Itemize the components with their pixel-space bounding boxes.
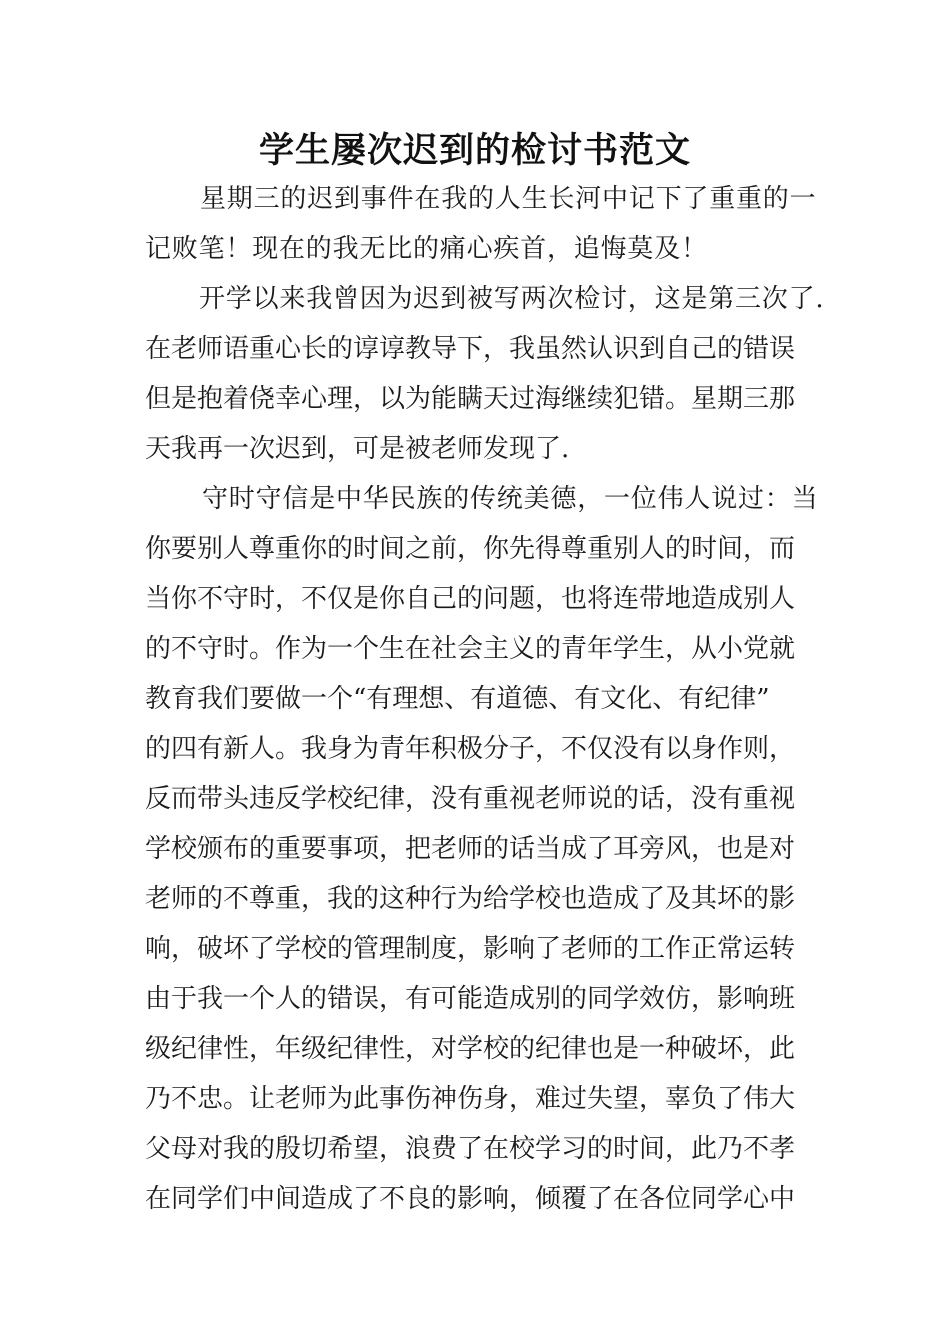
text-line: 父母对我的殷切希望，浪费了在校学习的时间，此乃不孝 <box>145 1134 796 1164</box>
text-line: 反而带头违反学校纪律，没有重视老师说的话，没有重视 <box>145 784 796 814</box>
text-line: 响，破坏了学校的管理制度，影响了老师的工作正常运转 <box>145 934 796 964</box>
text-line: 你要别人尊重你的时间之前，你先得尊重别人的时间，而 <box>145 534 796 564</box>
text-line: 但是抱着侥幸心理，以为能瞒天过海继续犯错。星期三那 <box>145 384 796 414</box>
text-line: 开学以来我曾因为迟到被写两次检讨，这是第三次了. <box>199 284 825 314</box>
text-line: 级纪律性，年级纪律性，对学校的纪律也是一种破坏，此 <box>145 1034 796 1064</box>
text-line: 的不守时。作为一个生在社会主义的青年学生，从小党就 <box>145 634 796 664</box>
text-line: 天我再一次迟到，可是被老师发现了. <box>145 434 570 464</box>
text-line: 老师的不尊重，我的这种行为给学校也造成了及其坏的影 <box>145 884 796 914</box>
document-title: 学生屡次迟到的检讨书范文 <box>258 131 691 171</box>
text-line: 在老师语重心长的谆谆教导下，我虽然认识到自己的错误 <box>145 334 796 364</box>
text-line: 当你不守时，不仅是你自己的问题，也将连带地造成别人 <box>145 584 796 614</box>
text-line: 守时守信是中华民族的传统美德，一位伟人说过：当 <box>202 484 819 514</box>
text-line: 的四有新人。我身为青年积极分子，不仅没有以身作则， <box>145 734 796 764</box>
text-line: 由于我一个人的错误，有可能造成别的同学效仿，影响班 <box>145 984 796 1014</box>
text-line: 星期三的迟到事件在我的人生长河中记下了重重的一 <box>200 184 817 214</box>
text-line: 学校颁布的重要事项，把老师的话当成了耳旁风，也是对 <box>145 834 796 864</box>
text-line: 记败笔！现在的我无比的痛心疾首，追悔莫及！ <box>145 234 708 264</box>
text-line: 在同学们中间造成了不良的影响，倾覆了在各位同学心中 <box>145 1184 796 1214</box>
text-line: 教育我们要做一个“有理想、有道德、有文化、有纪律” <box>145 684 770 714</box>
text-line: 乃不忠。让老师为此事伤神伤身，难过失望，辜负了伟大 <box>145 1084 796 1114</box>
